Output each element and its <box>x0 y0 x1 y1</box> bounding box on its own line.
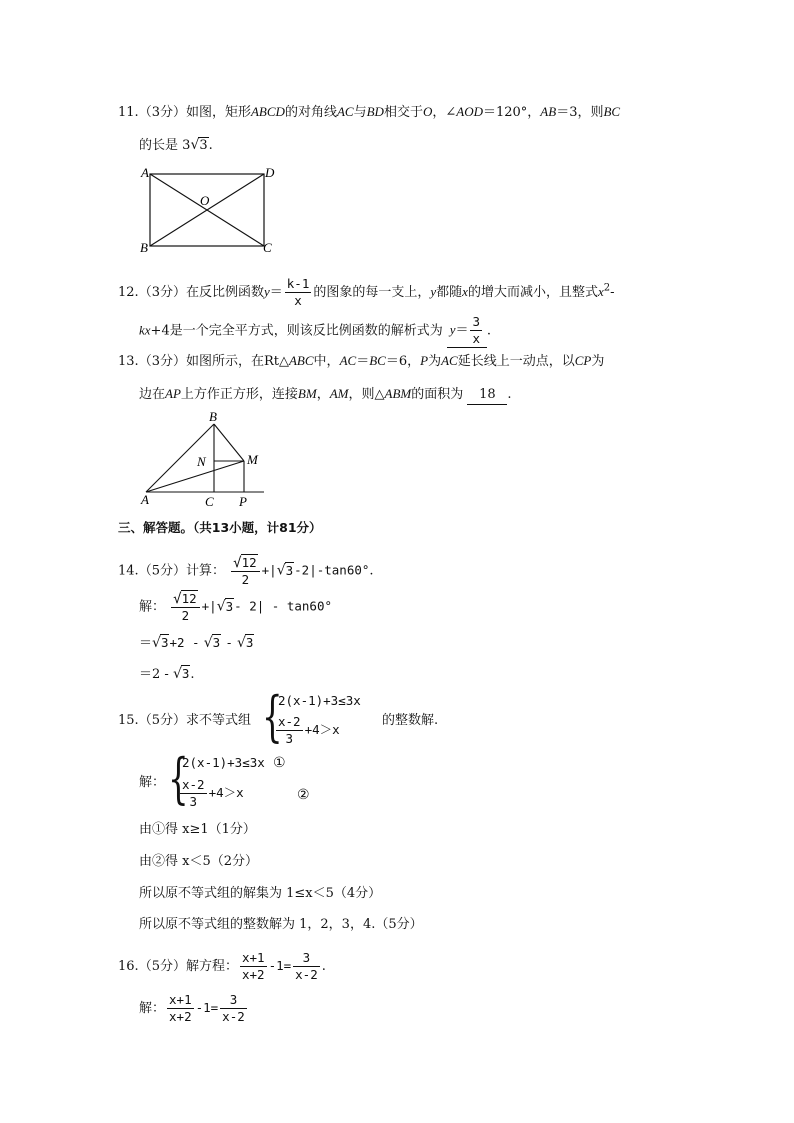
q15-mark-2: ② <box>297 787 310 803</box>
q12-answer-eq: ＝ <box>455 323 469 338</box>
q16-left-den: x+2 <box>241 967 265 982</box>
q11-text: ＝120°， <box>482 105 541 120</box>
q12-line2 <box>139 314 491 348</box>
q16-solution-label: 解： <box>139 1001 166 1016</box>
q14-den: 2 <box>241 572 250 587</box>
q12-frac-den: x <box>294 293 302 308</box>
q15-text-tail: 的整数解. <box>382 713 439 728</box>
q13-text: 为 <box>428 354 442 369</box>
q14-text: +2 - <box>169 635 200 650</box>
q16-right-fraction <box>293 950 320 983</box>
q11-rectangle-figure <box>138 164 288 260</box>
q11-var: ABCD <box>250 104 285 119</box>
q13-text: ， <box>316 387 330 402</box>
q11-number: 11. <box>118 105 139 120</box>
q14-radicand: 3 <box>181 666 190 681</box>
label-m: M <box>247 452 258 467</box>
q13-text: 边在 <box>139 387 166 402</box>
q14-text: +| <box>261 562 277 578</box>
q13-answer: 18 <box>467 386 507 405</box>
q14-radicand: 3 <box>225 598 234 614</box>
q16-left-den: x+2 <box>169 1009 192 1024</box>
q16-right-den: x-2 <box>222 1009 245 1024</box>
label-o: O <box>200 193 210 208</box>
q14-score: （5分） <box>138 563 186 579</box>
q14-text: - <box>225 635 233 650</box>
q13-text: 为 <box>591 354 605 369</box>
q15-fraction <box>276 714 303 747</box>
q12-answer <box>447 314 487 348</box>
label-c: C <box>205 494 214 509</box>
q11-var: O <box>422 104 433 119</box>
q15-frac-num: x-2 <box>278 714 301 729</box>
q11-text: 如图，矩形 <box>185 105 251 120</box>
q14-text: 计算： <box>185 563 225 579</box>
q11-var: AB <box>540 104 557 119</box>
q15-solution-label: 解： <box>139 775 166 790</box>
q11-var: BC <box>603 104 621 119</box>
q15-text: +4＞x <box>208 785 244 800</box>
q12-var: y <box>430 284 437 299</box>
q15-frac-den: 3 <box>189 794 198 809</box>
q13-line1 <box>118 352 604 371</box>
q14-solution-3: ＝2 - √3. <box>139 666 195 682</box>
q13-var: AC <box>339 353 357 368</box>
q14-line: 14.（5分）计算： $\frac{√12}{2}$ +|√3-2|-tan60°. <box>118 555 374 587</box>
q15-frac-den: 3 <box>285 731 294 746</box>
q11-answer: 3√3 <box>182 137 208 153</box>
q13-text: 中， <box>313 354 340 369</box>
q11-text: 相交于 <box>383 105 423 120</box>
q14-radicand: 3 <box>285 562 294 578</box>
q13-var: AM <box>329 386 349 401</box>
q11-text: ＝3，则 <box>556 105 604 120</box>
q14-text: +| <box>201 598 217 614</box>
q11-var: AOD <box>456 104 483 119</box>
q16-line <box>118 950 326 983</box>
q15-text: 求不等式组 <box>185 713 251 728</box>
q15-text: +4＞x <box>304 722 340 737</box>
label-d: D <box>265 165 275 180</box>
q14-radicand: 3 <box>212 635 221 650</box>
q14-radicand: 12 <box>241 555 257 570</box>
q11-text: 的长是 <box>139 138 179 153</box>
q16-left-num: x+1 <box>241 950 265 965</box>
q13-text: 的面积为 <box>411 387 464 402</box>
q12-answer-den: x <box>472 331 481 346</box>
q14-solution-2: ＝√3+2 - √3 - √3 <box>139 635 254 651</box>
q15-step-1: 由①得 x≥1（1分） <box>139 822 256 837</box>
q13-text: 延长线上一动点，以 <box>457 354 575 369</box>
q12-var: y <box>263 284 270 299</box>
q11-var: BD <box>366 104 384 119</box>
q12-text: . <box>486 323 491 339</box>
q12-answer-fraction <box>470 314 482 347</box>
q14-den: 2 <box>181 608 190 623</box>
q16-sol-left-fraction <box>167 992 194 1025</box>
segment-am <box>146 461 244 492</box>
q16-solution <box>139 992 249 1025</box>
q16-text: -1= <box>195 1000 219 1015</box>
q13-text: ＝6， <box>385 354 421 369</box>
q15-sol-ineq-2 <box>178 777 244 810</box>
q12-text: 都随 <box>436 285 463 300</box>
label-a: A <box>141 165 149 180</box>
q12-superscript: 2 <box>603 282 611 294</box>
label-b: B <box>140 240 148 255</box>
q15-ineq-2 <box>274 714 340 747</box>
q15-mark-1: ① <box>273 755 286 771</box>
q11-text: 的对角线 <box>284 105 337 120</box>
segment-bm <box>214 424 244 461</box>
q11-var: AC <box>336 104 354 119</box>
q16-sol-right-fraction <box>220 992 247 1025</box>
q13-score: （3分） <box>138 354 186 369</box>
q14-number: 14. <box>118 563 139 579</box>
q15-score: （5分） <box>138 713 186 728</box>
q13-var: ABM <box>384 386 412 401</box>
label-p: P <box>239 494 247 509</box>
q13-text: ，则△ <box>348 387 385 402</box>
q16-right-num: 3 <box>293 950 320 967</box>
label-n: N <box>197 454 206 469</box>
q16-text: -1= <box>268 958 292 973</box>
q15-sol-ineq-1 <box>182 754 286 772</box>
q12-frac-num: k-1 <box>286 276 310 291</box>
q15-step-2: 由②得 x＜5（2分） <box>139 854 259 869</box>
q15-text: 2(x-1)+3≤3x <box>182 755 265 770</box>
q13-text: . <box>507 387 512 402</box>
q13-triangle-figure <box>138 406 272 510</box>
q11-line1 <box>118 103 620 122</box>
q15-brace: { <box>262 685 283 748</box>
q16-left-num: x+1 <box>169 992 192 1007</box>
q11-answer-coef: 3 <box>182 138 191 153</box>
q14-text: ＝2 - <box>139 667 169 682</box>
q14-text: - 2| - tan60° <box>234 598 333 614</box>
q12-var: x <box>462 284 468 299</box>
q14-text: . <box>190 667 195 682</box>
q14-solution-label: 解： <box>139 599 166 615</box>
q15-ineq-1: 2(x-1)+3≤3x <box>278 693 361 708</box>
q12-text: 的图象的每一支上， <box>313 285 431 300</box>
q11-score: （3分） <box>138 105 186 120</box>
q11-text: ，∠ <box>432 105 457 120</box>
q13-var: AP <box>165 386 181 401</box>
q11-text: 与 <box>353 105 367 120</box>
q12-text: 的增大而减小，且整式 <box>467 285 598 300</box>
q15-line-label <box>118 712 251 730</box>
q12-var: x <box>597 284 604 299</box>
q12-line1 <box>118 276 615 309</box>
q12-number: 12. <box>118 285 139 300</box>
label-a: A <box>141 492 149 507</box>
q15-frac-num: x-2 <box>182 777 205 792</box>
q16-text: . <box>321 959 326 974</box>
q14-fraction: $\frac{√12}{2}$ <box>231 554 260 588</box>
q12-score: （3分） <box>138 285 186 300</box>
q13-var: ABC <box>288 353 314 368</box>
q12-text: - <box>610 285 615 300</box>
q14-text: . <box>369 563 374 579</box>
section-3-heading: 三、解答题。（共13小题，计81分） <box>118 520 322 535</box>
q13-text: 如图所示，在Rt△ <box>185 354 289 369</box>
q14-solution-1: 解： $\frac{√12}{2}$ +|√3- 2| - tan60° <box>139 591 333 623</box>
q13-var: BC <box>369 353 386 368</box>
q15-sol-fraction <box>180 777 207 810</box>
q15-step-3: 所以原不等式组的解集为 1≤x＜5（4分） <box>139 886 382 901</box>
q11-line2 <box>139 136 213 155</box>
q16-left-fraction <box>240 950 267 983</box>
q15-step-4: 所以原不等式组的整数解为 1，2，3，4.（5分） <box>139 917 423 932</box>
q13-text: 上方作正方形，连接 <box>180 387 298 402</box>
q13-text: ＝ <box>356 354 370 369</box>
q13-var: P <box>420 353 429 368</box>
q14-text: ＝ <box>139 636 153 651</box>
q16-right-den: x-2 <box>295 967 318 982</box>
q12-answer-var: y <box>449 322 456 337</box>
q14-text: -2|-tan60° <box>294 562 370 578</box>
label-c: C <box>263 240 272 255</box>
q12-var: kx <box>139 322 151 338</box>
q12-text: +4是一个完全平方式，则该反比例函数的解析式为 <box>150 323 443 339</box>
q15-sol-brace: { <box>168 747 189 810</box>
q13-line2 <box>139 385 512 405</box>
q14-radicand: 3 <box>160 635 169 650</box>
label-b: B <box>209 409 217 424</box>
q12-fraction <box>285 276 312 309</box>
q16-right-num: 3 <box>220 992 247 1009</box>
q15-number: 15. <box>118 713 139 728</box>
q14-radicand: 12 <box>181 591 197 606</box>
q14-radicand: 3 <box>245 635 254 650</box>
q12-text: ＝ <box>269 285 283 300</box>
q16-score: （5分） <box>138 959 186 974</box>
q13-var: CP <box>574 353 592 368</box>
q16-text: 解方程： <box>185 959 238 974</box>
q12-text: 在反比例函数 <box>185 285 264 300</box>
q11-text: . <box>208 138 213 153</box>
q11-answer-radicand: 3 <box>199 138 208 153</box>
q14-sol-fraction: $\frac{√12}{2}$ <box>171 590 200 624</box>
q13-var: BM <box>297 386 317 401</box>
q16-number: 16. <box>118 959 139 974</box>
q13-number: 13. <box>118 354 139 369</box>
q13-var: AC <box>441 353 458 368</box>
q12-answer-num: 3 <box>472 314 481 329</box>
